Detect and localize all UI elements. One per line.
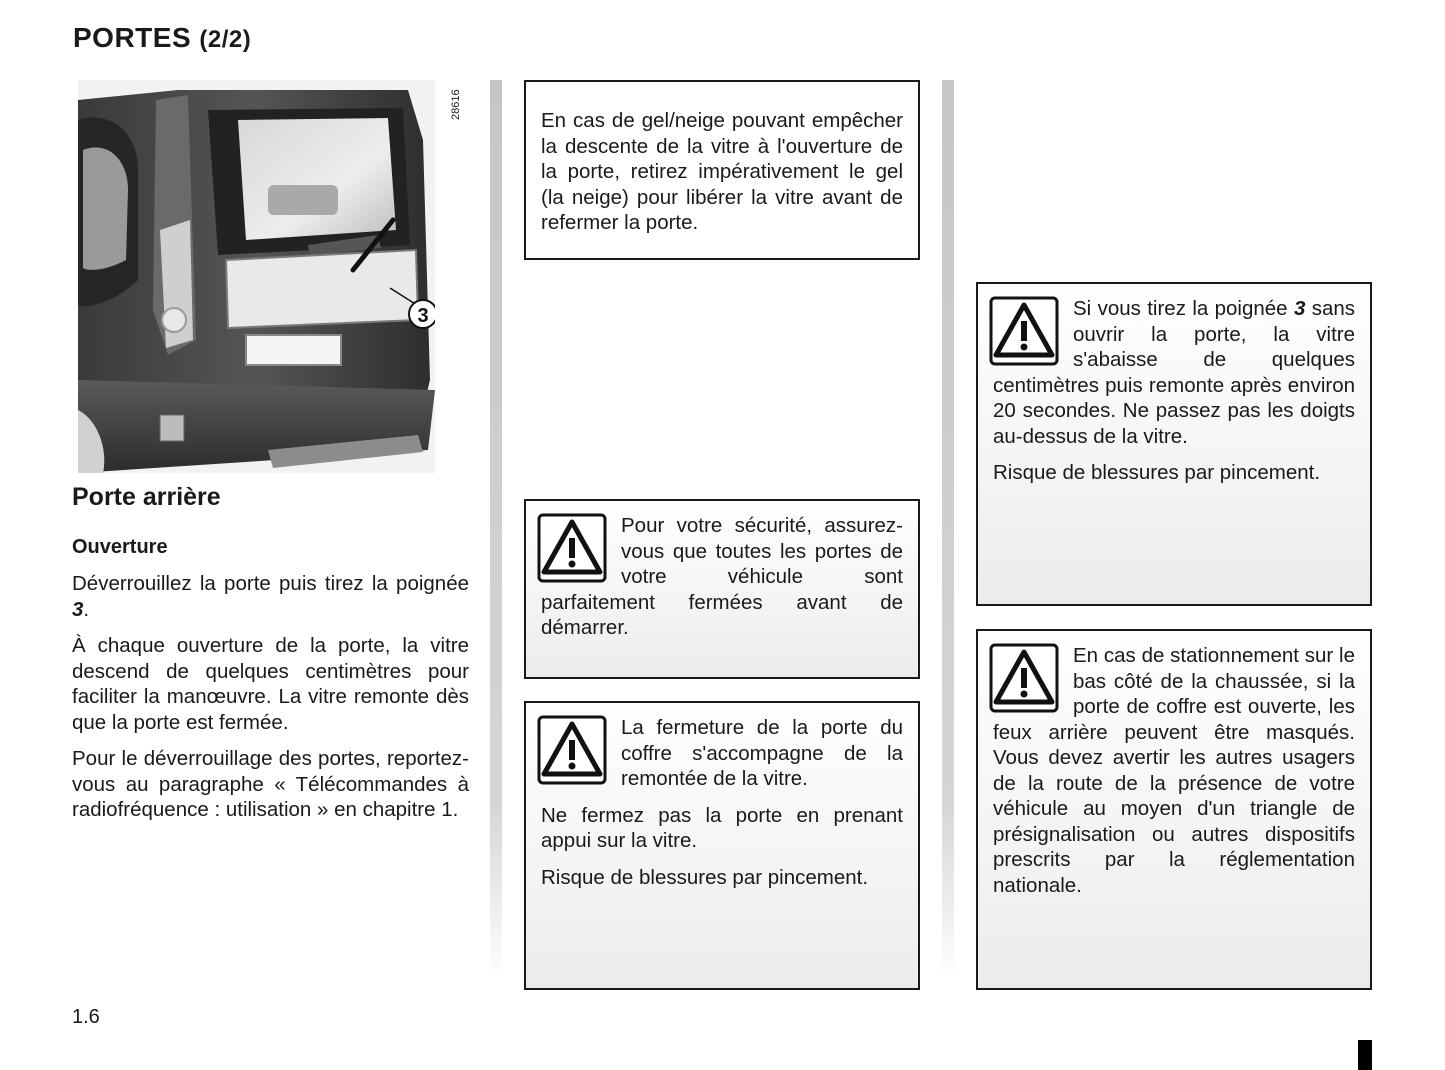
warning-triangle-icon [537, 513, 607, 583]
page-number: 1.6 [72, 1006, 100, 1028]
handle-reference: 3 [72, 597, 84, 621]
column-divider-right [942, 80, 954, 980]
handle-reference: 3 [1293, 297, 1306, 320]
paragraph-remote: Pour le déverrouillage des portes, reportez-vous au paragraphe « Télécommandes à radiofréquence : utilisation » en chapitre 1. [72, 747, 469, 821]
warning-closing-text-2: Ne fermez pas la porte en prenant appui sur la vitre. [541, 803, 903, 852]
warning-closing-text-3: Risque de blessures par pincement. [541, 865, 869, 889]
warning-safety [524, 499, 920, 679]
page-title [73, 22, 251, 54]
note-frost [524, 80, 920, 260]
paragraph-unlock-text: Déverrouillez la porte puis tirez la poignée [72, 572, 469, 595]
paragraph-unlock-end: . [83, 597, 90, 621]
chapter-marker [1358, 1040, 1372, 1070]
callout-label: 3 [417, 305, 429, 327]
warning-triangle-icon [537, 715, 607, 785]
warning-handle-text-start: Si vous tirez la poignée [1073, 297, 1294, 320]
section-title: Porte arrière [72, 483, 221, 511]
rear-door-photo [78, 80, 435, 473]
warning-parking [976, 629, 1372, 990]
page-title-text: PORTES [73, 22, 192, 53]
warning-safety-text: Pour votre sécurité, assurez-vous que toutes les portes de votre véhicule sont parfaitement fermées avant de démarrer. [541, 514, 903, 639]
subsection-title: Ouverture [72, 536, 168, 558]
warning-handle-text-end: sans ouvrir la porte, la vitre s'abaisse de quelques centimètres puis remonte après environ 20 secondes. Ne passez pas les doigts au-dessus de la vitre. [993, 297, 1355, 448]
warning-handle [976, 282, 1372, 606]
column-divider-left [490, 80, 502, 980]
note-frost-text: En cas de gel/neige pouvant empêcher la descente de la vitre à l'ouverture de la porte, retirez impérativement le gel (la neige) pour libérer la vitre avant de refermer la porte. [541, 109, 903, 234]
page-indicator: (2/2) [199, 26, 252, 53]
paragraph-window: À chaque ouverture de la porte, la vitre descend de quelques centimètres pour faciliter la manœuvre. La vitre remonte dès que la porte est fermée. [72, 634, 469, 734]
warning-triangle-icon [989, 296, 1059, 366]
warning-closing [524, 701, 920, 990]
warning-triangle-icon [989, 643, 1059, 713]
photo-reference-code: 28616 [450, 89, 462, 120]
warning-closing-text-1: La fermeture de la porte du coffre s'accompagne de la remontée de la vitre. [621, 716, 903, 790]
warning-parking-text: En cas de stationnement sur le bas côté de la chaussée, si la porte de coffre est ouverte, les feux arrière peuvent être masqués. Vous devez avertir les autres usagers de la route de la présence de votre véhicule au moyen d'un triangle de présignalisation ou autres dispositifs prescrits par la réglementation nationale. [993, 644, 1355, 897]
warning-handle-text-2: Risque de blessures par pincement. [993, 461, 1321, 484]
paragraph-unlock [72, 571, 469, 622]
